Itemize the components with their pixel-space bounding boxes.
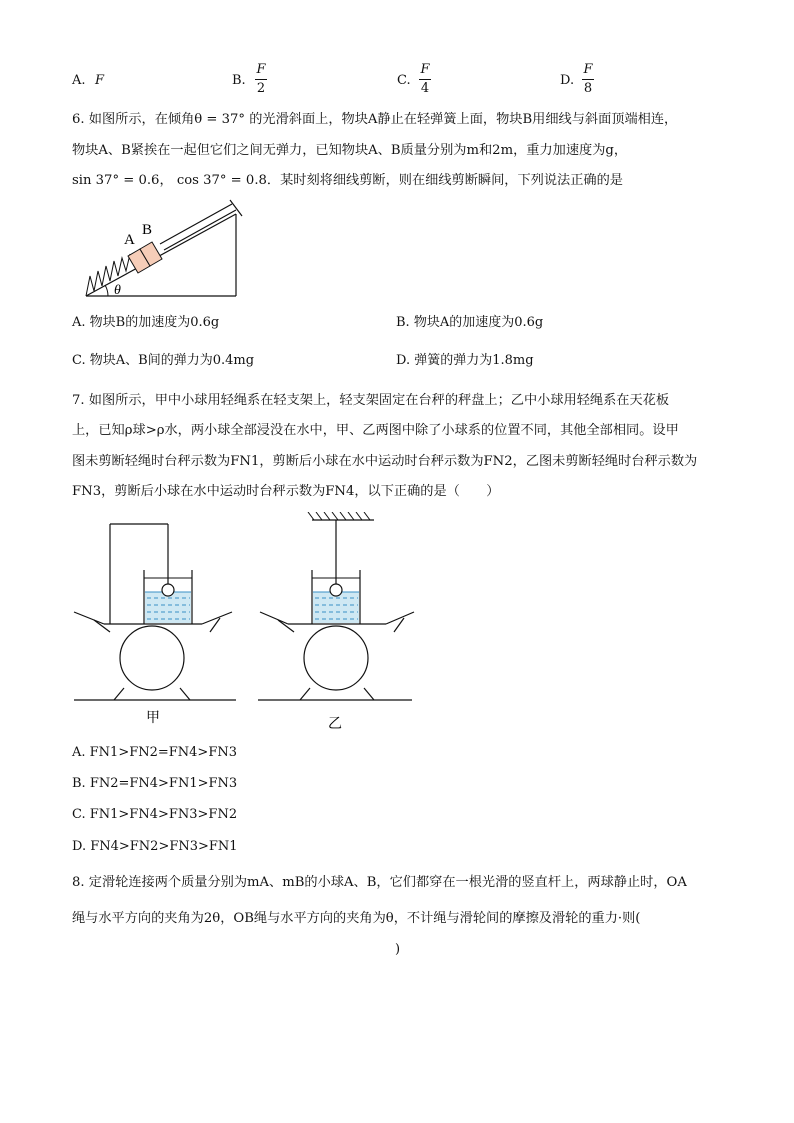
q5-option-b-denominator: 2 [256, 81, 266, 96]
label-b: B [142, 222, 153, 238]
q8-stem-line-3: ) [395, 942, 401, 957]
q7-stem-line-4: FN3，剪断后小球在水中运动时台秤示数为FN4，以下正确的是（ ） [72, 484, 500, 499]
q6-option-a: A. 物块B的加速度为0.6g [72, 315, 220, 330]
q7-scales-figure [72, 512, 418, 734]
q5-option-d-denominator: 8 [583, 81, 593, 96]
q6-incline-figure [72, 192, 247, 304]
q5-option-b-numerator: F [256, 62, 266, 77]
q5-option-d-numerator: F [583, 62, 593, 77]
q6-option-c: C. 物块A、B间的弹力为0.4mg [72, 353, 255, 368]
q7-option-d: D. FN4>FN2>FN3>FN1 [72, 839, 238, 854]
caption-yi: 乙 [328, 717, 342, 732]
q5-option-a-value: F [95, 73, 105, 88]
q5-option-a-label: A. [72, 73, 86, 88]
q5-option-c-denominator: 4 [420, 81, 430, 96]
q5-option-c-fraction [419, 62, 431, 97]
q5-option-c-numerator: F [420, 62, 430, 77]
q6-stem-line-3: sin 37° = 0.6， cos 37° = 0.8．某时刻将细线剪断，则在细线剪断瞬间，下列说法正确的是 [72, 173, 623, 188]
q5-option-d-fraction [582, 62, 594, 97]
label-theta: θ [114, 283, 121, 298]
q6-option-b: B. 物块A的加速度为0.6g [396, 315, 544, 330]
q7-option-b: B. FN2=FN4>FN1>FN3 [72, 776, 238, 791]
q5-option-c-label: C. [397, 73, 411, 88]
q7-stem-line-1: 7. 如图所示，甲中小球用轻绳系在轻支架上，轻支架固定在台秤的秤盘上；乙中小球用轻绳系在天花板 [72, 393, 670, 408]
q8-stem-line-2: 绳与水平方向的夹角为2θ，OB绳与水平方向的夹角为θ，不计绳与滑轮间的摩擦及滑轮的重力·则( [72, 911, 641, 926]
q6-option-d: D. 弹簧的弹力为1.8mg [396, 353, 534, 368]
caption-jia: 甲 [146, 711, 160, 726]
q7-option-c: C. FN1>FN4>FN3>FN2 [72, 807, 238, 822]
q6-stem-line-2: 物块A、B紧挨在一起但它们之间无弹力，已知物块A、B质量分别为m和2m，重力加速度为g， [72, 143, 628, 158]
q5-option-b-fraction [255, 62, 267, 97]
q7-option-a: A. FN1>FN2=FN4>FN3 [72, 745, 237, 760]
q5-option-d-label: D. [560, 73, 575, 88]
q7-stem-line-2: 上，已知ρ球>ρ水，两小球全部浸没在水中，甲、乙两图中除了小球系的位置不同，其他全部相同。设甲 [72, 423, 679, 438]
label-a: A [124, 232, 135, 248]
q7-stem-line-3: 图未剪断轻绳时台秤示数为FN1，剪断后小球在水中运动时台秤示数为FN2，乙图未剪断轻绳时台秤示数为 [72, 454, 698, 469]
q6-stem-line-1: 6. 如图所示，在倾角θ = 37° 的光滑斜面上，物块A静止在轻弹簧上面，物块B用细线与斜面顶端相连， [72, 112, 678, 127]
q8-stem-line-1: 8. 定滑轮连接两个质量分别为mA、mB的小球A、B，它们都穿在一根光滑的竖直杆上，两球静止时，OA [72, 875, 687, 890]
scale-yi [258, 512, 414, 700]
q5-option-b-label: B. [232, 73, 246, 88]
scale-jia [74, 524, 236, 700]
